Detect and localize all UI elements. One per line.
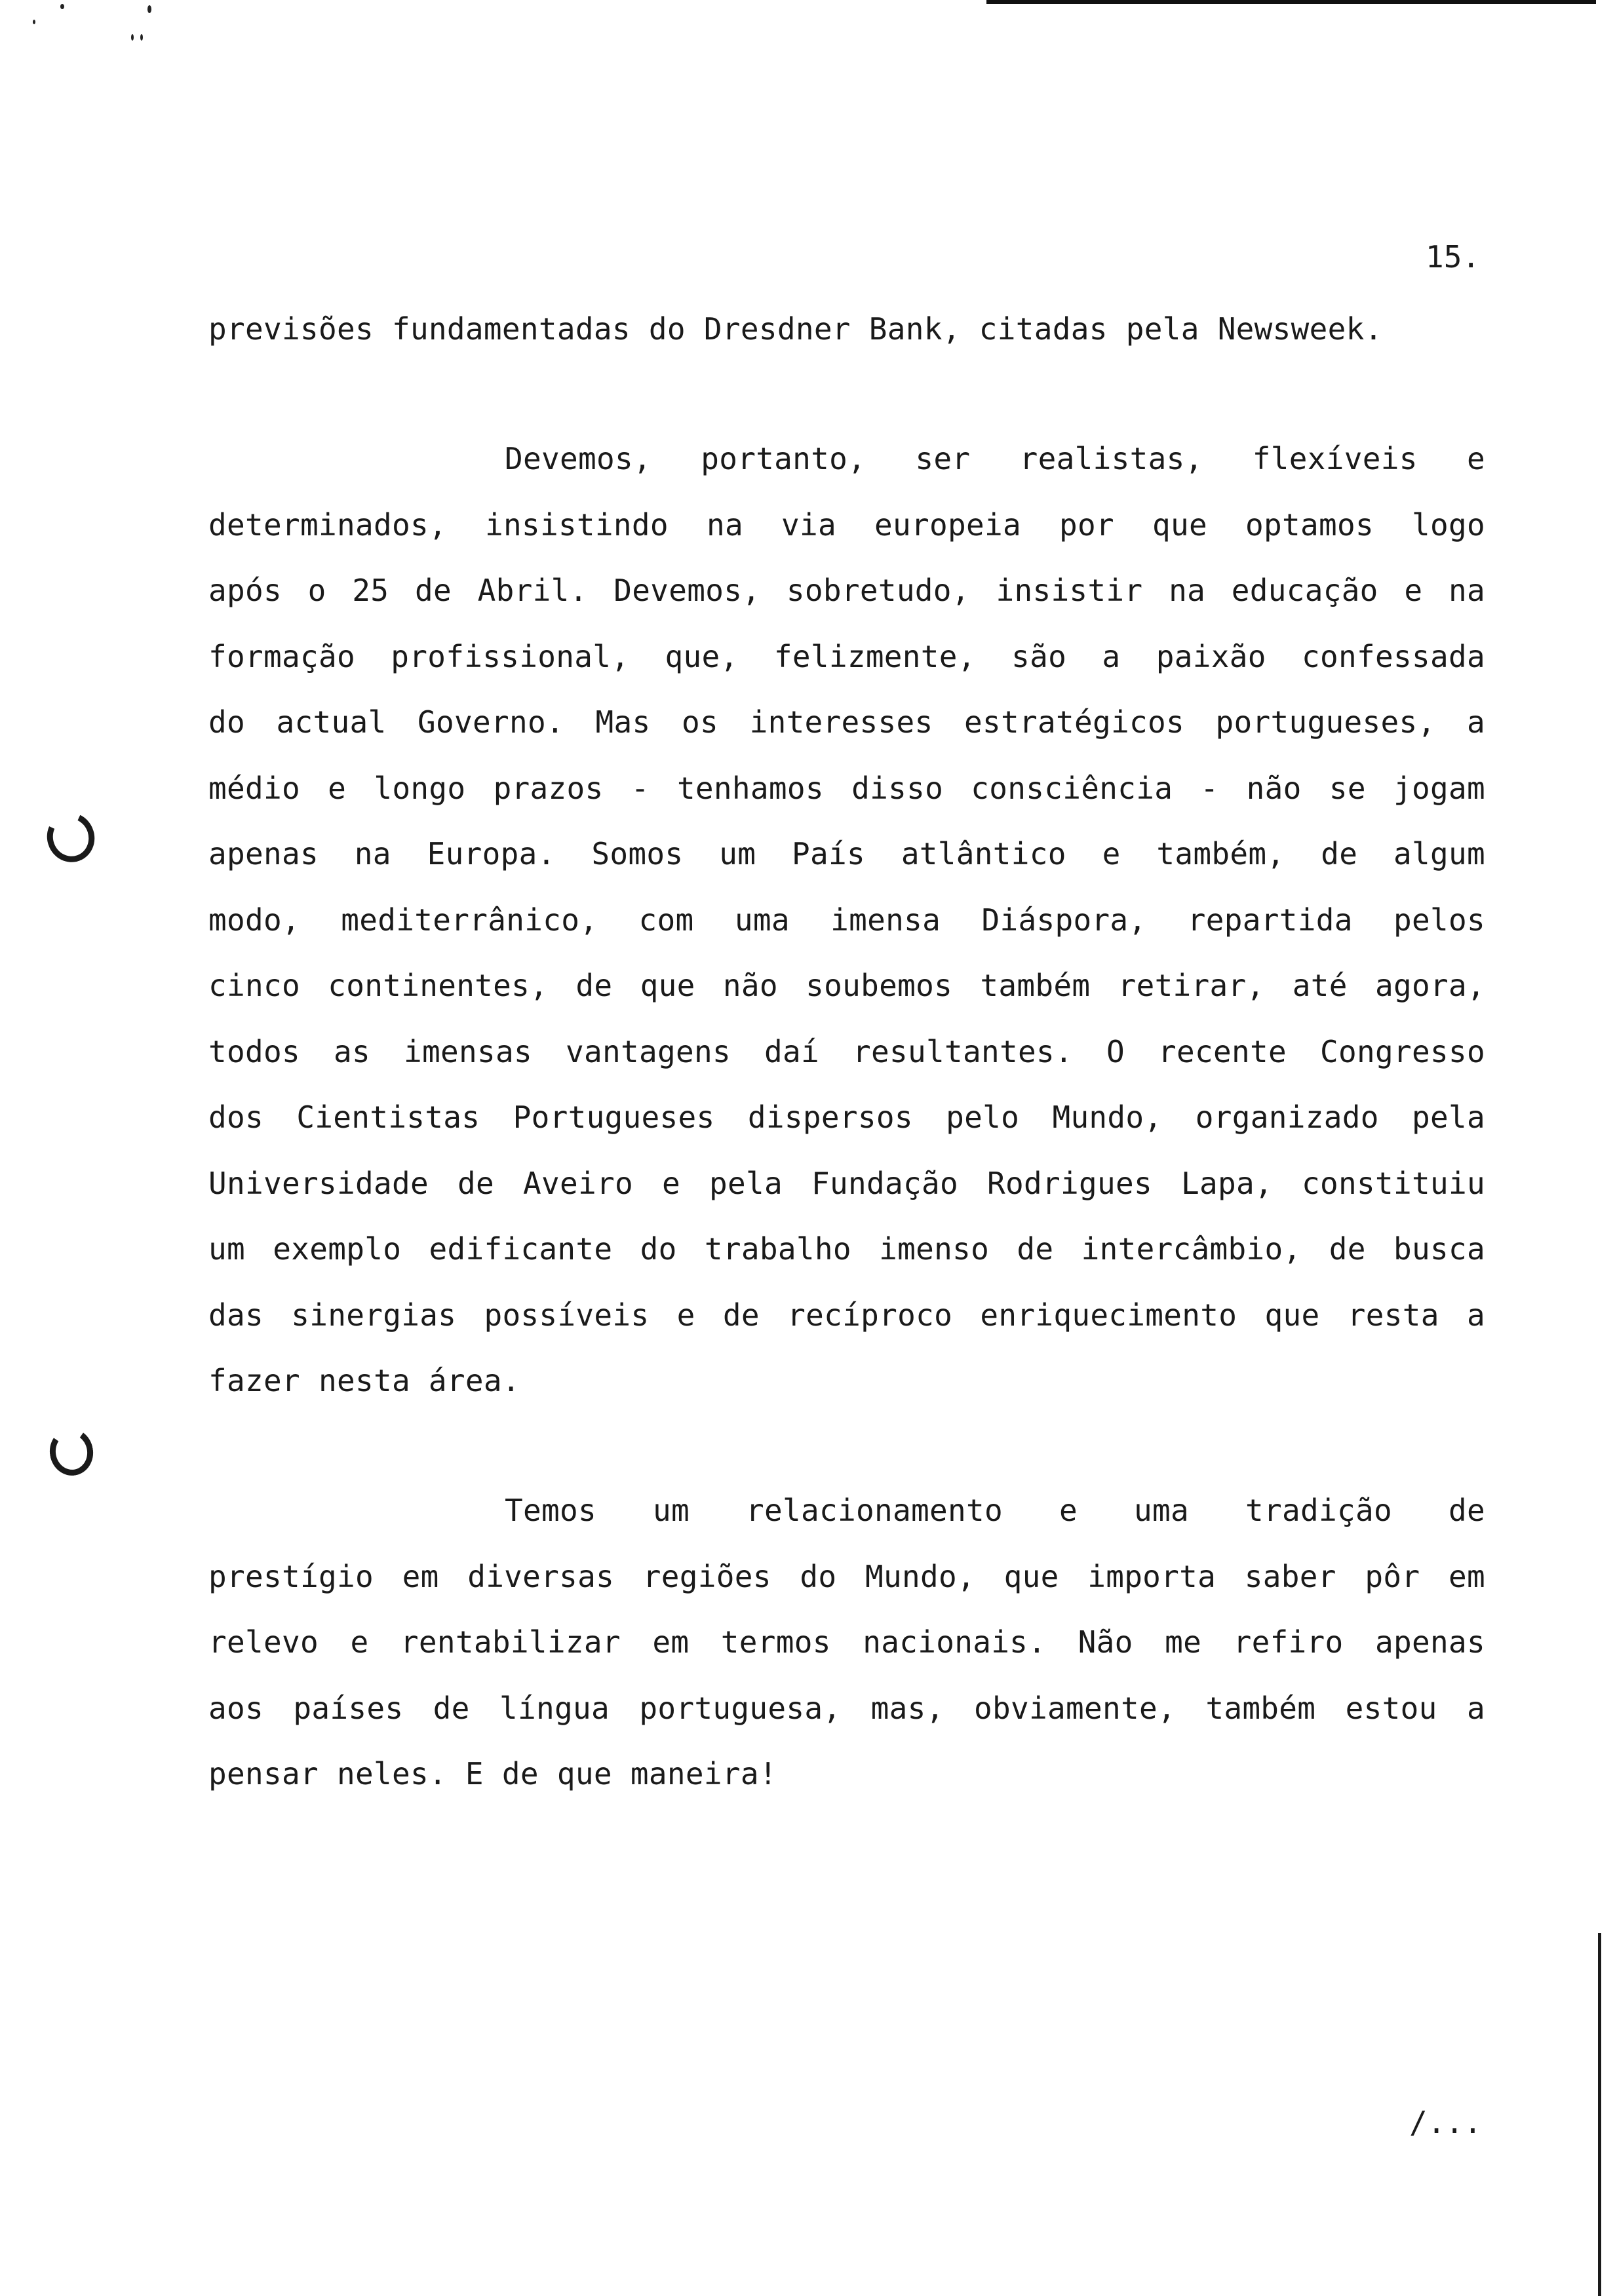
scan-speck: [131, 34, 134, 41]
scan-speck: [33, 20, 35, 24]
right-edge-shadow: [1598, 1933, 1601, 2296]
text-line: relevo e rentabilizar em termos nacionais. Não me refiro apenas: [208, 1624, 1485, 1660]
text-line: do actual Governo. Mas os interesses estratégicos portugueses, a: [208, 704, 1485, 740]
text-line: formação profissional, que, felizmente, são a paixão confessada: [208, 638, 1485, 674]
text-line: determinados, insistindo na via europeia por que optamos logo: [208, 507, 1485, 543]
text-line: médio e longo prazos - tenhamos disso consciência - não se jogam: [208, 770, 1485, 806]
page-number: 15.: [1426, 239, 1481, 275]
continuation-mark: /...: [1409, 2105, 1482, 2140]
text-line: modo, mediterrânico, com uma imensa Diáspora, repartida pelos: [208, 902, 1485, 938]
text-line: apenas na Europa. Somos um País atlântico e também, de algum: [208, 836, 1485, 871]
text-line: após o 25 de Abril. Devemos, sobretudo, insistir na educação e na: [208, 573, 1485, 608]
text-line: Temos um relacionamento e uma tradição de: [505, 1493, 1485, 1528]
text-line: todos as imensas vantagens daí resultantes. O recente Congresso: [208, 1033, 1485, 1069]
text-line: previsões fundamentadas do Dresdner Bank, citadas pela Newsweek.: [208, 311, 1383, 347]
paragraph-2: [208, 426, 1485, 1414]
scan-speck: [140, 34, 143, 41]
text-line: fazer nesta área.: [208, 1363, 520, 1398]
text-line: aos países de língua portuguesa, mas, obviamente, também estou a: [208, 1690, 1485, 1726]
text-line: pensar neles. E de que maneira!: [208, 1756, 777, 1791]
punch-hole-mark-lower: [46, 1425, 96, 1479]
text-line: Devemos, portanto, ser realistas, flexíveis e: [505, 441, 1485, 476]
text-line: dos Cientistas Portugueses dispersos pelo Mundo, organizado pela: [208, 1100, 1485, 1135]
text-line: prestígio em diversas regiões do Mundo, que importa saber pôr em: [208, 1558, 1485, 1594]
paragraph-1: [208, 296, 1485, 362]
scan-speck: [147, 5, 151, 13]
punch-hole-mark-upper: [40, 806, 102, 869]
scan-speck: [60, 4, 64, 9]
top-edge-rule: [986, 0, 1596, 4]
text-line: um exemplo edificante do trabalho imenso de intercâmbio, de busca: [208, 1231, 1485, 1267]
text-line: Universidade de Aveiro e pela Fundação Rodrigues Lapa, constituiu: [208, 1165, 1485, 1201]
text-line: das sinergias possíveis e de recíproco enriquecimento que resta a: [208, 1297, 1485, 1333]
paragraph-3: [208, 1478, 1485, 1807]
text-line: cinco continentes, de que não soubemos também retirar, até agora,: [208, 968, 1485, 1003]
